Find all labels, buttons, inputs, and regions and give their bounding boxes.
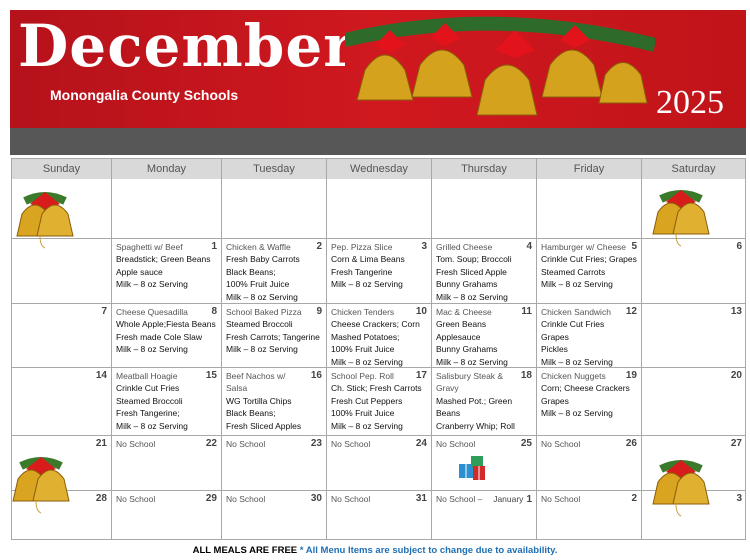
footer-note <box>0 545 750 556</box>
day-number <box>416 493 427 505</box>
availability-note: * All Menu Items are subject to change due to availability. <box>297 545 558 556</box>
day-number <box>493 493 532 506</box>
menu-item: Fresh Carrots; Tangerine <box>226 331 320 342</box>
gift-boxes-icon <box>457 452 489 482</box>
menu-item: Steamed Carrots <box>541 266 606 277</box>
calendar-day-cell <box>12 304 112 368</box>
calendar-day-cell <box>327 304 432 368</box>
cell-header <box>436 306 532 318</box>
cell-header <box>226 438 322 450</box>
menu-item: Cranberry Whip; Roll <box>436 420 515 431</box>
cell-header <box>116 241 217 253</box>
menu-item: Crinkle Cut Fries <box>116 383 180 394</box>
cell-header <box>16 370 107 382</box>
menu-item: Whole Apple;Fiesta Beans <box>116 319 216 330</box>
menu-item: Mashed Pot.; Green Beans <box>436 395 513 419</box>
day-number <box>211 306 217 318</box>
year-label: 2025 <box>656 84 724 121</box>
day-number <box>626 370 637 382</box>
menu-entree: Chicken & Waffle <box>226 242 291 252</box>
day-number <box>731 370 742 382</box>
menu-item: Bunny Grahams <box>436 279 498 290</box>
christmas-bells-icon <box>646 447 716 517</box>
cell-header <box>541 306 637 318</box>
month-prefix: January <box>493 494 524 504</box>
day-number <box>416 306 427 318</box>
day-number-value: 3 <box>421 241 427 252</box>
calendar-day-cell <box>222 368 327 436</box>
menu-entree: Meatball Hoagie <box>116 371 178 381</box>
day-number <box>101 306 107 318</box>
calendar-day-cell <box>327 239 432 304</box>
cell-header <box>541 370 637 382</box>
menu-item: Milk – 8 oz Serving <box>331 420 403 431</box>
menu-item: Grapes <box>541 331 569 342</box>
day-header-monday: Monday <box>112 159 222 179</box>
calendar-day-cell <box>642 239 746 304</box>
menu-entree: Chicken Nuggets <box>541 371 606 381</box>
menu-entree: Chicken Tenders <box>331 307 395 317</box>
cell-header <box>646 306 742 318</box>
day-number-value: 3 <box>736 493 742 504</box>
day-number <box>521 438 532 450</box>
menu-entree: No School <box>331 494 371 504</box>
day-number-value: 1 <box>211 241 217 252</box>
calendar-day-cell <box>112 368 222 436</box>
menu-item: Corn & Lima Beans <box>331 254 405 265</box>
menu-item: Fresh Cut Peppers <box>331 395 403 406</box>
cell-header <box>541 438 637 450</box>
menu-entree: Chicken Sandwich <box>541 307 611 317</box>
calendar-day-cell <box>642 368 746 436</box>
calendar-day-cell <box>537 304 642 368</box>
menu-item: Fresh Tangerine <box>331 266 393 277</box>
day-number-value: 15 <box>205 370 217 381</box>
menu-item: Ch. Stick; Fresh Carrots <box>331 383 422 394</box>
menu-entree: No School <box>116 494 156 504</box>
day-number <box>736 493 742 505</box>
meals-free-label: ALL MEALS ARE FREE <box>192 545 298 556</box>
menu-item: Milk – 8 oz Serving <box>116 344 188 355</box>
menu-entree: Beef Nachos w/ Salsa <box>226 371 286 394</box>
menu-item: 100% Fruit Juice <box>226 279 290 290</box>
menu-item: Black Beans; <box>226 266 276 277</box>
menu-item: Milk – 8 oz Serving <box>116 420 188 431</box>
calendar-day-cell <box>432 491 537 540</box>
calendar-day-cell <box>537 179 642 239</box>
calendar-day-cell <box>112 304 222 368</box>
day-number-value: 6 <box>736 241 742 252</box>
day-number <box>731 438 742 450</box>
cell-header <box>116 370 217 382</box>
calendar-grid <box>11 158 746 540</box>
menu-item: Milk – 8 oz Serving <box>541 408 613 419</box>
calendar-day-cell <box>537 436 642 491</box>
cell-header <box>541 493 637 505</box>
day-header-friday: Friday <box>537 159 642 179</box>
menu-entree: No School <box>226 494 266 504</box>
menu-entree: No School <box>116 439 156 449</box>
calendar-day-cell <box>222 436 327 491</box>
calendar-day-cell <box>537 368 642 436</box>
calendar-day-cell <box>537 491 642 540</box>
christmas-bells-garland-icon <box>345 10 655 128</box>
menu-entree: Hamburger w/ Cheese <box>541 242 627 252</box>
day-number <box>316 241 322 253</box>
day-number <box>421 241 427 253</box>
day-number-value: 14 <box>95 370 107 381</box>
calendar-day-cell <box>432 179 537 239</box>
menu-entree: Grilled Cheese <box>436 242 493 252</box>
day-number-value: 30 <box>310 493 322 504</box>
calendar-day-cell <box>222 179 327 239</box>
cell-header <box>116 493 217 505</box>
menu-item: Milk – 8 oz Serving <box>436 356 508 367</box>
menu-item: Corn; Cheese Crackers <box>541 383 630 394</box>
day-number <box>206 370 217 382</box>
day-number-value: 28 <box>95 493 107 504</box>
cell-header <box>436 370 532 395</box>
cell-header <box>226 306 322 318</box>
menu-entree: Cheese Quesadilla <box>116 307 188 317</box>
day-number-value: 20 <box>730 370 742 381</box>
day-number <box>211 241 217 253</box>
menu-item: Milk – 8 oz Serving <box>331 279 403 290</box>
calendar-day-cell <box>432 304 537 368</box>
day-number-value: 13 <box>730 306 742 317</box>
menu-item: Crinkle Cut Fries; Grapes <box>541 254 637 265</box>
cell-header <box>436 241 532 253</box>
day-number <box>316 306 322 318</box>
cell-header <box>226 370 322 395</box>
menu-item: Fresh Tangerine; <box>116 408 180 419</box>
menu-entree: No School – <box>436 494 483 504</box>
day-number <box>736 241 742 253</box>
day-number-value: 10 <box>415 306 427 317</box>
day-number <box>206 438 217 450</box>
calendar-day-cell <box>112 491 222 540</box>
calendar-day-cell <box>12 368 112 436</box>
day-number <box>311 493 322 505</box>
menu-item: Fresh made Cole Slaw <box>116 331 202 342</box>
menu-entree: Spaghetti w/ Beef <box>116 242 183 252</box>
menu-item: Black Beans; <box>226 408 276 419</box>
header-divider-bar <box>10 128 746 155</box>
calendar-day-cell <box>112 239 222 304</box>
menu-entree: No School <box>541 439 581 449</box>
day-number <box>96 493 107 505</box>
menu-entree: No School <box>541 494 581 504</box>
menu-item: Tom. Soup; Broccoli <box>436 254 512 265</box>
calendar-day-cell <box>112 179 222 239</box>
cell-header <box>331 493 427 505</box>
menu-item: WG Tortilla Chips <box>226 395 292 406</box>
day-header-sunday: Sunday <box>12 159 112 179</box>
day-number-value: 4 <box>526 241 532 252</box>
day-number <box>631 493 637 505</box>
menu-item: 100% Fruit Juice <box>331 344 395 355</box>
menu-item: Milk – 8 oz Serving <box>331 356 403 367</box>
cell-header <box>116 306 217 318</box>
christmas-bells-icon <box>646 177 716 247</box>
day-header-tuesday: Tuesday <box>222 159 327 179</box>
menu-item: Applesauce <box>436 331 481 342</box>
day-number <box>731 306 742 318</box>
day-number-value: 5 <box>631 241 637 252</box>
calendar-day-cell <box>327 179 432 239</box>
menu-item: Milk – 8 oz Serving <box>116 279 188 290</box>
menu-item: Milk – 8 oz Serving <box>226 344 298 355</box>
menu-item: Breadstick; Green Beans <box>116 254 211 265</box>
day-number <box>526 241 532 253</box>
menu-item: Milk – 8 oz Serving <box>541 279 613 290</box>
cell-header <box>436 493 532 506</box>
calendar-day-cell <box>432 368 537 436</box>
cell-header <box>331 438 427 450</box>
day-number <box>521 370 532 382</box>
day-number-value: 27 <box>730 438 742 449</box>
day-number <box>631 241 637 253</box>
calendar-day-cell <box>222 491 327 540</box>
calendar-day-cell <box>327 436 432 491</box>
menu-item: 100% Fruit Juice <box>331 408 395 419</box>
calendar-day-cell <box>222 239 327 304</box>
day-number-value: 29 <box>205 493 217 504</box>
menu-item: Steamed Broccoli <box>226 319 293 330</box>
day-number-value: 18 <box>520 370 532 381</box>
menu-item: Crinkle Cut Fries <box>541 319 605 330</box>
day-number-value: 9 <box>316 306 322 317</box>
day-number <box>96 370 107 382</box>
day-header-thursday: Thursday <box>432 159 537 179</box>
menu-item: Apple sauce <box>116 266 163 277</box>
day-number-value: 23 <box>310 438 322 449</box>
day-number-value: 16 <box>310 370 322 381</box>
day-number-value: 2 <box>631 493 637 504</box>
header-banner <box>10 10 746 128</box>
menu-entree: School Pep. Roll <box>331 371 394 381</box>
cell-header <box>226 241 322 253</box>
day-number-value: 26 <box>625 438 637 449</box>
calendar-day-cell <box>432 239 537 304</box>
calendar-day-cell <box>222 304 327 368</box>
menu-item: Fresh Baby Carrots <box>226 254 300 265</box>
menu-item: Steamed Broccoli <box>116 395 183 406</box>
day-number-value: 1 <box>526 494 532 505</box>
cell-header <box>541 241 637 253</box>
calendar-day-cell <box>112 436 222 491</box>
day-number <box>416 438 427 450</box>
menu-entree: Mac & Cheese <box>436 307 492 317</box>
menu-item: Bunny Grahams <box>436 344 498 355</box>
cell-header <box>436 438 532 450</box>
calendar-day-cell <box>537 239 642 304</box>
menu-item: Milk – 8 oz Serving <box>436 291 508 302</box>
month-title: December <box>18 12 355 80</box>
menu-item: Fresh Sliced Apples <box>226 420 302 431</box>
day-number-value: 21 <box>95 438 107 449</box>
menu-item: Milk – 8 oz Serving <box>226 291 298 302</box>
menu-item: Mashed Potatoes; <box>331 331 400 342</box>
menu-entree: Pep. Pizza Slice <box>331 242 393 252</box>
day-number-value: 24 <box>415 438 427 449</box>
day-number <box>311 370 322 382</box>
day-number-value: 31 <box>415 493 427 504</box>
calendar-day-cell <box>327 491 432 540</box>
menu-item: Pickles <box>541 344 568 355</box>
day-number <box>311 438 322 450</box>
day-number-value: 25 <box>520 438 532 449</box>
menu-entree: No School <box>436 439 476 449</box>
cell-header <box>226 493 322 505</box>
cell-header <box>116 438 217 450</box>
christmas-bells-icon <box>10 179 80 249</box>
menu-item: Fresh Sliced Apple <box>436 266 507 277</box>
cell-header <box>646 370 742 382</box>
day-number-value: 19 <box>625 370 637 381</box>
calendar-day-cell <box>327 368 432 436</box>
day-number-value: 12 <box>625 306 637 317</box>
menu-item: Grapes <box>541 395 569 406</box>
menu-item: Green Beans <box>436 319 487 330</box>
day-header-saturday: Saturday <box>642 159 746 179</box>
menu-entree: Salisbury Steak & Gravy <box>436 371 504 394</box>
day-number <box>626 306 637 318</box>
district-name: Monongalia County Schools <box>50 87 239 103</box>
menu-entree: School Baked Pizza <box>226 307 302 317</box>
day-number <box>626 438 637 450</box>
day-number-value: 8 <box>211 306 217 317</box>
christmas-bells-icon <box>6 444 76 514</box>
day-number-value: 22 <box>205 438 217 449</box>
day-number-value: 17 <box>415 370 427 381</box>
day-number <box>416 370 427 382</box>
day-number-value: 7 <box>101 306 107 317</box>
day-header-wednesday: Wednesday <box>327 159 432 179</box>
calendar-day-cell <box>642 304 746 368</box>
menu-entree: No School <box>331 439 371 449</box>
day-number-value: 11 <box>521 306 532 317</box>
cell-header <box>331 370 427 382</box>
cell-header <box>331 306 427 318</box>
cell-header <box>331 241 427 253</box>
menu-item: Milk – 8 oz Serving <box>541 356 613 367</box>
day-number <box>521 306 532 318</box>
menu-item: Cheese Crackers; Corn <box>331 319 420 330</box>
cell-header <box>16 306 107 318</box>
day-number <box>96 438 107 450</box>
day-number-value: 2 <box>316 241 322 252</box>
menu-entree: No School <box>226 439 266 449</box>
day-number <box>206 493 217 505</box>
